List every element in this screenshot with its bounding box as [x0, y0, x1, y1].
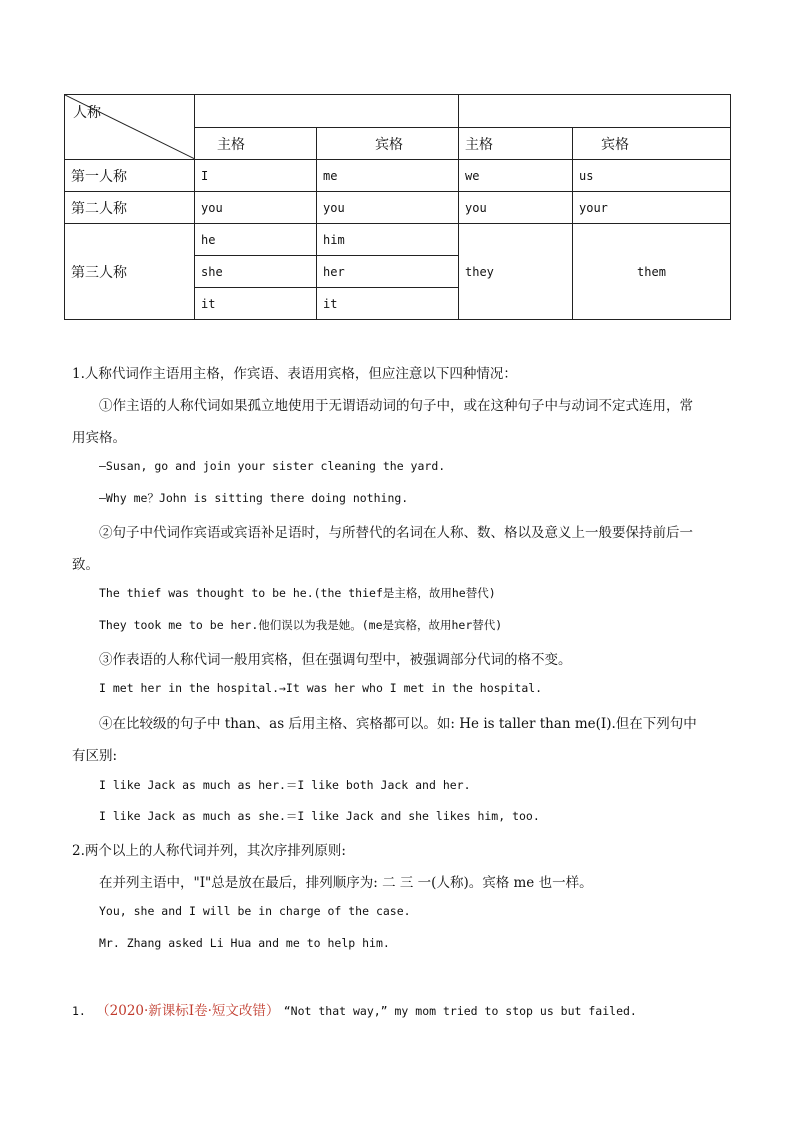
- paragraph: 用宾格。: [72, 430, 126, 446]
- exercise-number: 1.: [72, 1004, 86, 1018]
- example-sentence: You, she and I will be in charge of the case.: [99, 904, 411, 918]
- exercise-source: （2020·新课标Ⅰ卷·短文改错）: [96, 1003, 280, 1019]
- exercise-line: [72, 999, 637, 1019]
- plural-header-cell: [459, 95, 731, 128]
- table-cell: it: [195, 288, 317, 320]
- row-label: 第一人称: [65, 160, 195, 192]
- example-sentence: Mr. Zhang asked Li Hua and me to help him.: [99, 936, 390, 950]
- table-cell: she: [195, 256, 317, 288]
- table-cell: he: [195, 224, 317, 256]
- paragraph: ④在比较级的句子中 than、as 后用主格、宾格都可以。如: He is taller than me(I).但在下列句中: [99, 716, 697, 732]
- example-sentence: —Why me？John is sitting there doing nothing.: [99, 491, 409, 505]
- table-cell: I: [195, 160, 317, 192]
- singular-header-cell: [195, 95, 459, 128]
- table-cell: you: [195, 192, 317, 224]
- table-row: [65, 160, 731, 192]
- example-sentence: The thief was thought to be he.(the thief是主格，故用he替代): [99, 586, 496, 600]
- exercise-text: “Not that way,” my mom tried to stop us but failed.: [283, 1004, 637, 1018]
- table-cell: it: [317, 288, 459, 320]
- table-cell: us: [573, 160, 731, 192]
- table-row: [65, 192, 731, 224]
- example-sentence: They took me to be her.他们误以为我是她。(me是宾格，故用her替代): [99, 618, 503, 632]
- table-cell: your: [573, 192, 731, 224]
- table-cell: they: [459, 224, 573, 320]
- subheader-accusative: 宾格: [317, 128, 459, 160]
- example-sentence: I like Jack as much as her.＝I like both Jack and her.: [99, 778, 471, 792]
- row-label: 第三人称: [65, 224, 195, 320]
- pronoun-table: [64, 94, 731, 320]
- example-sentence: I met her in the hospital.→It was her who I met in the hospital.: [99, 681, 543, 695]
- example-sentence: —Susan, go and join your sister cleaning the yard.: [99, 459, 446, 473]
- paragraph: ①作主语的人称代词如果孤立地使用于无谓语动词的句子中，或在这种句子中与动词不定式连用，常: [99, 398, 693, 414]
- example-sentence: I like Jack as much as she.＝I like Jack and she likes him, too.: [99, 809, 540, 823]
- subheader-nominative: 主格: [195, 128, 317, 160]
- row-label: 第二人称: [65, 192, 195, 224]
- table-cell: her: [317, 256, 459, 288]
- table-cell: me: [317, 160, 459, 192]
- table-row: [65, 224, 731, 256]
- subheader-accusative: 宾格: [573, 128, 731, 160]
- section-heading: 1.人称代词作主语用主格，作宾语、表语用宾格，但应注意以下四种情况：: [72, 366, 517, 382]
- paragraph: 在并列主语中，"I"总是放在最后，排列顺序为: 二 三 一(人称)。宾格 me 也一样。: [99, 875, 593, 891]
- paragraph: 致。: [72, 557, 99, 573]
- paragraph: 有区别:: [72, 748, 118, 764]
- table-cell: him: [317, 224, 459, 256]
- table-cell: them: [573, 224, 731, 320]
- table-cell: you: [459, 192, 573, 224]
- paragraph: ②句子中代词作宾语或宾语补足语时，与所替代的名词在人称、数、格以及意义上一般要保持前后一: [99, 525, 693, 541]
- table-cell: you: [317, 192, 459, 224]
- section-heading: 2.两个以上的人称代词并列，其次序排列原则:: [72, 843, 346, 859]
- corner-label: 人称: [73, 105, 101, 121]
- table-corner-cell: [65, 95, 195, 160]
- subheader-nominative: 主格: [459, 128, 573, 160]
- table-cell: we: [459, 160, 573, 192]
- paragraph: ③作表语的人称代词一般用宾格，但在强调句型中，被强调部分代词的格不变。: [99, 652, 572, 668]
